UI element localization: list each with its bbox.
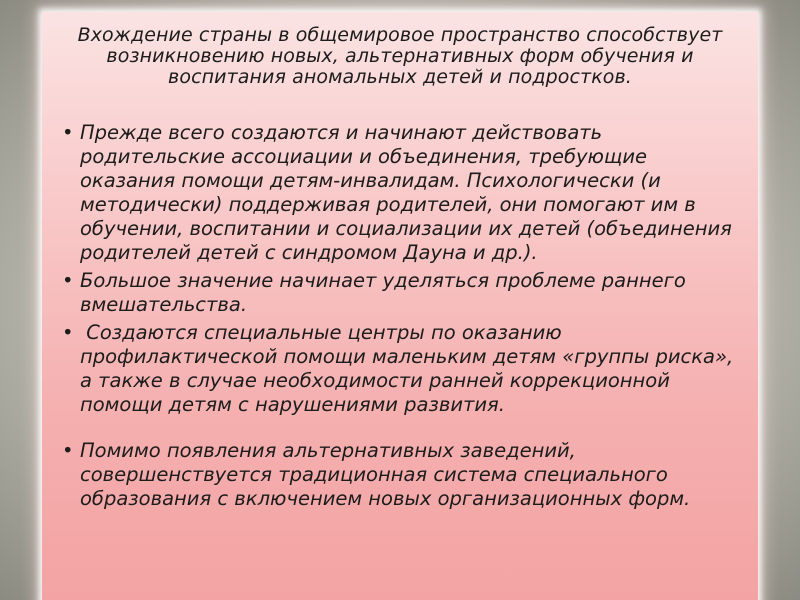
bullet-icon: •: [62, 321, 74, 344]
list-item-text: Помимо появления альтернативных заведений, совершенствуется традиционная система специального образования с включением новых организационных форм.: [80, 439, 691, 510]
list-item-text: Большое значение начинает уделяться проблеме раннего вмешательства.: [80, 269, 686, 316]
slide-content-panel: [42, 12, 758, 600]
list-item-text: Прежде всего создаются и начинают действовать родительские ассоциации и объединения, требующие оказания помощи детям-инвалидам. Психологически (и методически) поддерживая родителей, они помогают им в обучении, воспитании и социализации их детей (объединения родителей детей с синдромом Дауна и др.).: [80, 121, 732, 264]
list-item-text: Создаются специальные центры по оказанию профилактической помощи маленьким детям «группы риска», а также в случае необходимости ранней коррекционной помощи детям с нарушениями развития.: [80, 321, 740, 416]
list-item: [62, 121, 738, 265]
bullet-icon: •: [62, 439, 74, 462]
bullet-icon: •: [62, 269, 74, 292]
bullet-list: [42, 121, 758, 511]
list-item: [62, 321, 738, 417]
list-item: [62, 439, 738, 511]
list-item: [62, 269, 738, 317]
intro-paragraph: Вхождение страны в общемировое пространство способствует возникновению новых, альтернативных форм обучения и воспитания аномальных детей и подростков.: [77, 24, 723, 88]
bullet-icon: •: [62, 121, 74, 144]
